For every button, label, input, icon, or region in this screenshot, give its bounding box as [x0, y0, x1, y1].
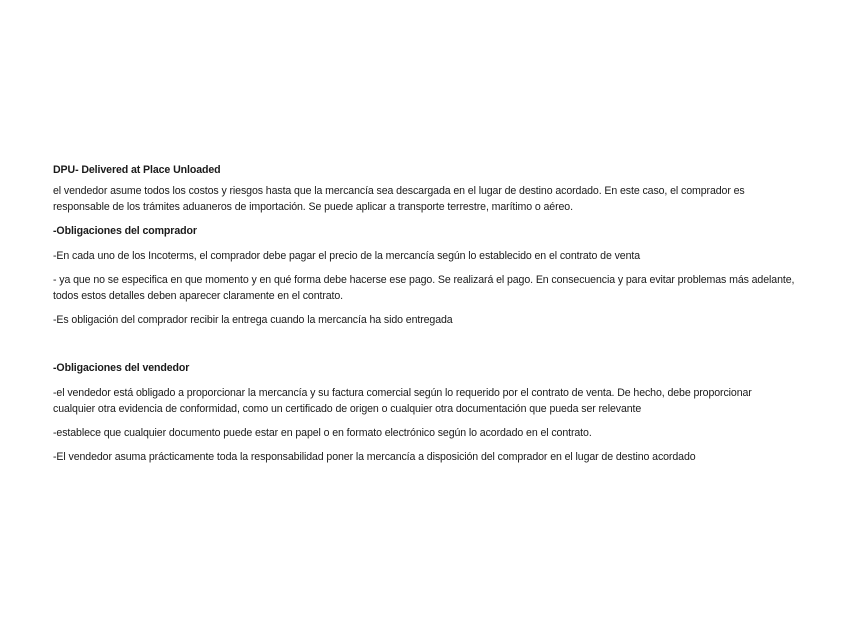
seller-obligation-item: -establece que cualquier documento puede estar en papel o en formato electrónico según lo acordado en el contrato. — [53, 427, 592, 439]
buyer-obligation-item: -Es obligación del comprador recibir la entrega cuando la mercancía ha sido entregada — [53, 314, 453, 326]
seller-obligations-heading: -Obligaciones del vendedor — [53, 362, 190, 374]
section-spacer — [53, 336, 795, 360]
document-body — [53, 162, 795, 473]
seller-obligation-item: -el vendedor está obligado a proporcionar la mercancía y su factura comercial según lo requerido por el contrato de venta. De hecho, debe proporcionar cualquier otra evidencia de conformidad, como un certificado de origen o cualquier otra documentación que pueda ser relevante — [53, 387, 752, 415]
intro-paragraph: el vendedor asume todos los costos y riesgos hasta que la mercancía sea descargada en el lugar de destino acordado. En este caso, el comprador es responsable de los trámites aduaneros de importación. Se puede aplicar a transporte terrestre, marítimo o aéreo. — [53, 185, 745, 213]
document-title: DPU- Delivered at Place Unloaded — [53, 164, 221, 176]
buyer-obligation-item: - ya que no se especifica en que momento y en qué forma debe hacerse ese pago. Se realizará el pago. En consecuencia y para evitar problemas más adelante, todos estos detalles deben aparecer claramente en el contrato. — [53, 274, 795, 302]
buyer-obligation-item: -En cada uno de los Incoterms, el comprador debe pagar el precio de la mercancía según lo establecido en el contrato de venta — [53, 250, 640, 262]
buyer-obligations-heading: -Obligaciones del comprador — [53, 225, 197, 237]
seller-obligation-item: -El vendedor asuma prácticamente toda la responsabilidad poner la mercancía a disposición del comprador en el lugar de destino acordado — [53, 451, 696, 463]
